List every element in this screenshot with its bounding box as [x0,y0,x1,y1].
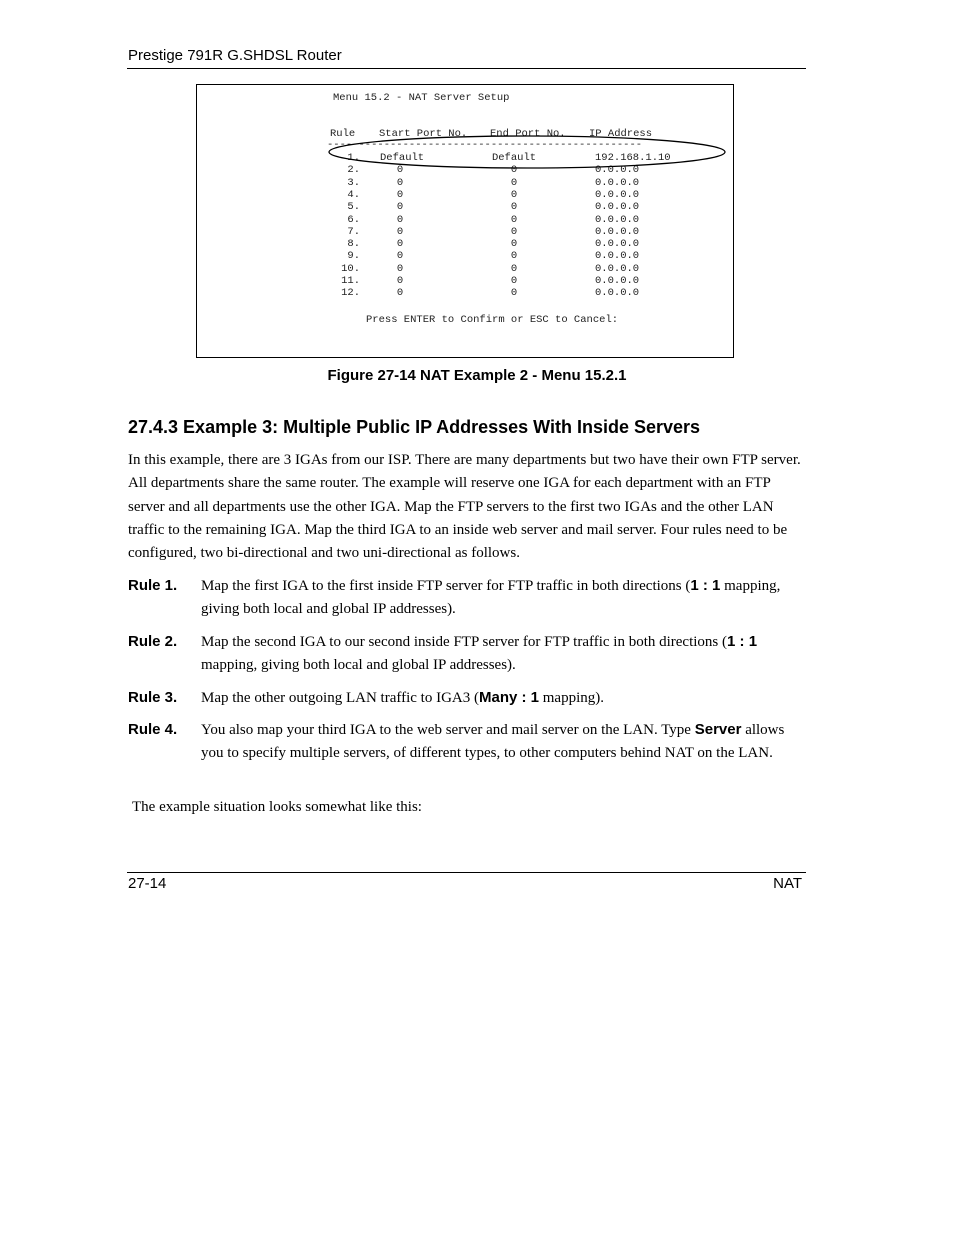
rule-3-text [201,686,807,710]
row-rule-number: 5. [347,201,360,214]
row-ip-address: 0.0.0.0 [595,213,640,226]
row-rule-number: 7. [347,225,360,238]
row-start-port: 0 [396,188,404,201]
row-ip-address: 0.0.0.0 [595,250,640,263]
row-start-port: Default [380,152,425,164]
highlight-ellipse [197,85,735,359]
rule-1-label: Rule 1. [128,577,178,594]
row-end-port: 0 [510,238,518,251]
column-header-end-port: End Port No. [490,128,566,140]
rule-2-mapping: 1 : 1 [727,633,758,650]
row-start-port: 0 [396,262,404,275]
rule-2-text [201,630,807,678]
rule-3-text-post: mapping). [539,690,605,706]
column-header-start-port: Start Port No. [379,128,468,140]
rule-2-text-post: mapping, giving both local and global IP addresses). [201,657,516,674]
rule-1-text-pre: Map the first IGA to the first inside FTP server for FTP traffic in both directions ( [201,578,691,594]
row-end-port: 0 [510,287,518,300]
row-rule-number: 11. [341,275,360,287]
row-ip-address: 0.0.0.0 [595,188,640,201]
column-header-rule: Rule [330,128,356,140]
section-heading: 27.4.3 Example 3: Multiple Public IP Addresses With Inside Servers [128,417,701,437]
row-ip-address: 0.0.0.0 [595,176,640,189]
row-rule-number: 12. [341,287,360,300]
row-ip-address: 0.0.0.0 [595,238,640,251]
menu-title: Menu 15.2 - NAT Server Setup [333,92,510,104]
rule-4-text-pre: You also map your third IGA to the web server and mail server on the LAN. Type [201,722,695,738]
rule-4-text-post: allows you to specify multiple servers, of different types, to other computers behind NAT on the LAN. [201,722,785,762]
row-end-port: 0 [510,176,518,189]
rule-3-label: Rule 3. [128,689,178,706]
row-rule-number: 10. [341,262,360,275]
row-rule-number: 6. [347,213,360,226]
rule-1-mapping: 1 : 1 [690,577,721,594]
confirm-prompt: Press ENTER to Confirm or ESC to Cancel: [366,314,619,326]
page-number: 27-14 [128,875,167,892]
row-end-port: 0 [510,225,518,238]
row-rule-number: 8. [347,238,360,251]
row-end-port: 0 [510,213,518,226]
rule-3-text-pre: Map the other outgoing LAN traffic to IGA3 ( [201,690,479,706]
row-start-port: 0 [396,287,404,300]
row-ip-address: 192.168.1.10 [595,152,671,164]
row-rule-number: 4. [347,188,360,201]
rule-1-text [201,574,807,622]
row-end-port: 0 [510,262,518,275]
row-start-port: 0 [396,176,404,189]
rule-2-text-pre: Map the second IGA to our second inside FTP server for FTP traffic in both directions ( [201,634,728,650]
rule-4-label: Rule 4. [128,721,178,738]
row-end-port: 0 [510,188,518,201]
header-divider [127,68,806,69]
row-start-port: 0 [396,250,404,263]
column-header-ip-address: IP Address [589,128,653,140]
row-start-port: 0 [396,275,404,287]
closing-sentence: The example situation looks somewhat like this: [132,799,422,815]
rule-3-mapping: Many : 1 [479,689,540,706]
row-ip-address: 0.0.0.0 [595,287,640,300]
figure-terminal-screen [196,84,734,358]
row-start-port: 0 [396,238,404,251]
row-rule-number: 2. [347,164,360,177]
row-ip-address: 0.0.0.0 [595,201,640,214]
row-ip-address: 0.0.0.0 [595,262,640,275]
row-start-port: 0 [396,201,404,214]
row-rule-number: 9. [347,250,360,263]
row-ip-address: 0.0.0.0 [595,275,640,287]
rule-2-label: Rule 2. [128,633,178,650]
row-end-port: 0 [510,250,518,263]
row-start-port: 0 [396,164,404,177]
chapter-name: NAT [773,875,802,892]
column-separator: -------------------------------------------------- [327,139,643,151]
row-end-port: 0 [510,164,518,177]
rule-4-server-type: Server [694,721,742,738]
row-end-port: Default [491,152,537,164]
row-ip-address: 0.0.0.0 [595,164,640,177]
row-ip-address: 0.0.0.0 [595,225,640,238]
footer-divider [127,872,806,873]
row-end-port: 0 [510,275,518,287]
row-rule-number: 3. [347,176,360,189]
row-start-port: 0 [396,213,404,226]
rule-1-text-post: mapping, giving both local and global IP addresses). [201,578,781,618]
row-rule-number: 1. [347,152,360,164]
page-header-title: Prestige 791R G.SHDSL Router [128,47,342,64]
figure-caption: Figure 27-14 NAT Example 2 - Menu 15.2.1 [327,367,627,384]
rule-4-text [201,718,807,766]
intro-paragraph: In this example, there are 3 IGAs from our ISP. There are many departments but two have their own FTP server. All departments share the same router. The example will reserve one IGA for each department with an FTP server and all departments use the other IGA. Map the FTP servers to the first two IGAs and the other LAN traffic to the remaining IGA. Map the third IGA to an inside web server and mail server. Four rules need to be configured, two bi-directional and two uni-directional as follows. [128,452,801,562]
row-end-port: 0 [510,201,518,214]
row-start-port: 0 [396,225,404,238]
